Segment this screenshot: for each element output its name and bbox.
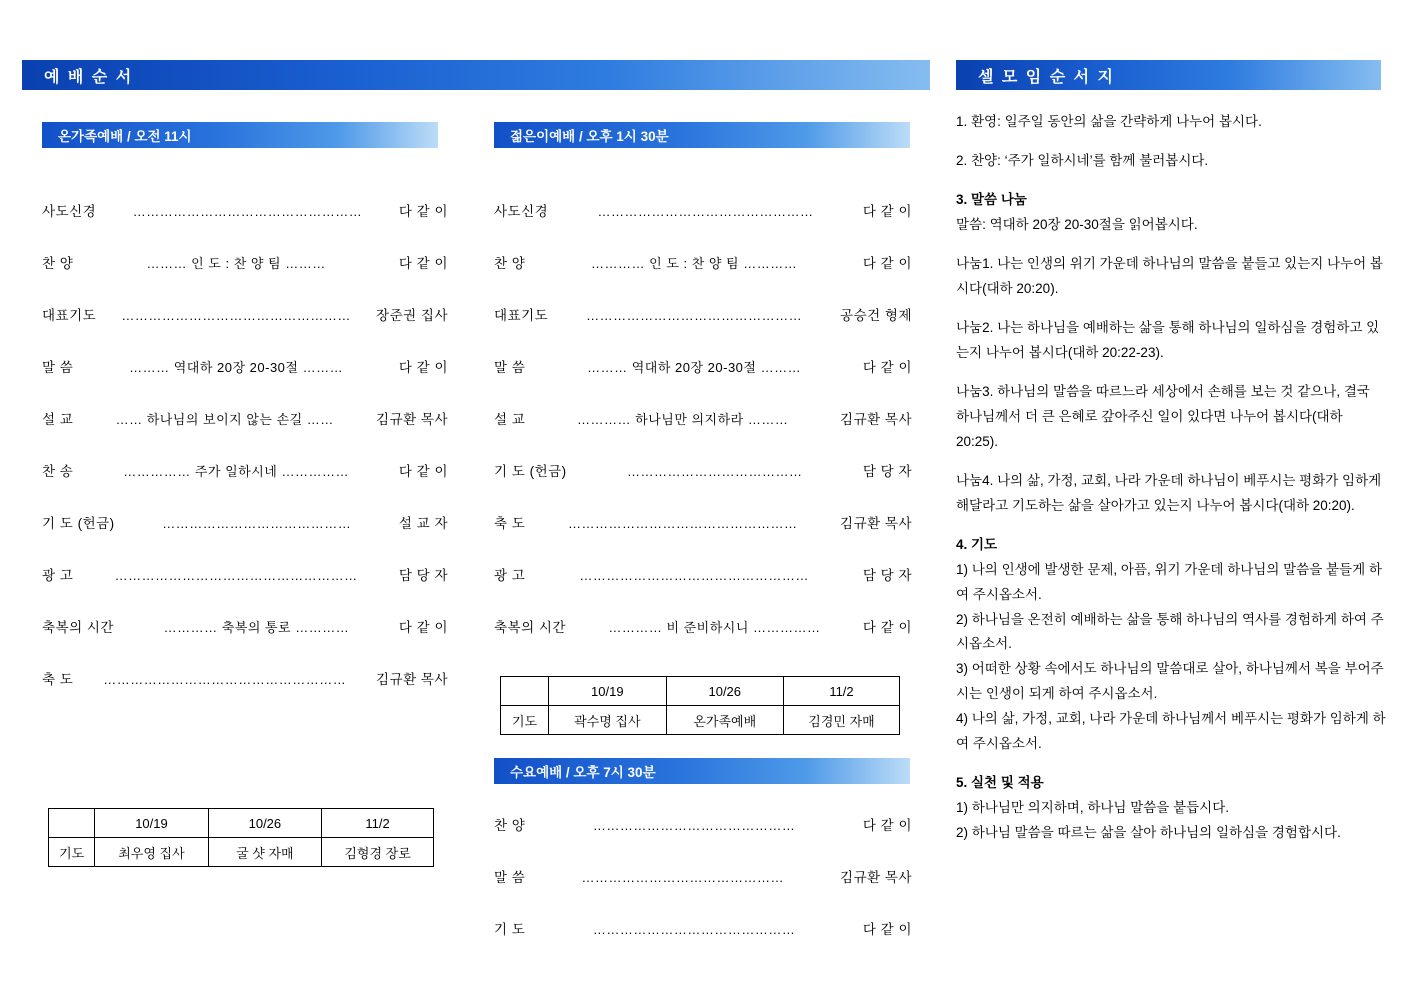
order-row-dots: ………… 인 도 : 찬 양 팀 ………… (591, 256, 798, 271)
table-cell (501, 677, 549, 706)
cell-item-word-scripture: 말씀: 역대하 20장 20-30절을 읽어봅시다. (956, 216, 1198, 232)
order-row-label: 광 고 (494, 568, 526, 583)
order-row-dots: ………… 하나님만 의지하라 ……… (577, 412, 789, 427)
order-row (494, 918, 912, 938)
cell-item-practice-heading-label: 5. 실천 및 적용 (956, 775, 1044, 791)
order-row-label: 찬 양 (494, 256, 526, 271)
order-row-dots: ……………………………………………… (114, 568, 358, 583)
table-cell: 10/26 (666, 677, 783, 706)
order-row-person: 다 같 이 (862, 922, 912, 937)
order-row (494, 252, 912, 272)
order-row-label: 사도신경 (42, 204, 97, 219)
order-row-person: 다 같 이 (862, 360, 912, 375)
table-cell: 온가족예배 (666, 706, 783, 735)
order-row-label: 축 도 (494, 516, 526, 531)
order-row-person: 다 같 이 (862, 620, 912, 635)
order-row-dots: ………………………………… (627, 464, 803, 479)
order-row-dots: ……………………………………………… (103, 672, 347, 687)
order-row-person: 다 같 이 (398, 360, 448, 375)
order-row (494, 814, 912, 834)
table-cell: 기도 (501, 706, 549, 735)
order-row-label: 축복의 시간 (494, 620, 566, 635)
order-row-person: 공승건 형제 (840, 308, 912, 323)
cell-meeting-banner (956, 60, 1381, 90)
worship-order-banner-label: 예 배 순 서 (44, 68, 134, 86)
order-row-dots: ……………………………………… (592, 922, 796, 937)
order-row-dots: ……… 역대하 20장 20-30절 ……… (587, 360, 802, 375)
table-row (501, 706, 900, 735)
table-cell: 기도 (49, 838, 95, 867)
order-row (494, 866, 912, 886)
order-row-label: 찬 양 (494, 818, 526, 833)
table-cell: 최우영 집사 (95, 838, 208, 867)
order-row-label: 찬 송 (42, 464, 74, 479)
order-row-label: 말 씀 (494, 870, 526, 885)
order-row-dots: ………… 비 준비하시니 …………… (608, 620, 821, 635)
table-row (49, 809, 434, 838)
table-cell: 11/2 (322, 809, 434, 838)
cell-item-share-1: 나눔1. 나는 인생의 위기 가운데 하나님의 말씀을 붙들고 있는지 나누어 봅시다(대하 20:20). (956, 255, 1383, 296)
order-row-label: 설 교 (494, 412, 526, 427)
order-row-label: 축복의 시간 (42, 620, 114, 635)
order-row (494, 356, 912, 376)
order-row (494, 304, 912, 324)
order-row (494, 616, 912, 636)
order-row-label: 찬 양 (42, 256, 74, 271)
order-row (494, 460, 912, 480)
order-row-dots: …………………………………………… (567, 516, 798, 531)
order-row-person: 다 같 이 (862, 818, 912, 833)
order-row-label: 사도신경 (494, 204, 549, 219)
order-row-person: 다 같 이 (398, 620, 448, 635)
order-row (42, 356, 448, 376)
order-row-dots: …………………………………… (162, 516, 352, 531)
order-row-person: 담 당 자 (398, 568, 448, 583)
table-cell: 10/26 (208, 809, 321, 838)
cell-item-prayer-4: 4) 나의 삶, 가정, 교회, 나라 가운데 하나님께서 베푸시는 평화가 임하게 하여 주시옵소서. (956, 711, 1386, 752)
cell-item-practice-1: 1) 하나님만 의지하며, 하나님 말씀을 붙듭시다. (956, 800, 1229, 816)
wednesday-worship-order-list (494, 814, 912, 938)
table-cell: 11/2 (783, 677, 899, 706)
order-row-dots: ………… 축복의 통로 ………… (163, 620, 350, 635)
order-row-person: 김규환 목사 (840, 516, 912, 531)
table-cell: 굴 샷 자매 (208, 838, 321, 867)
order-row-dots: …………………………………………… (121, 308, 351, 323)
order-row-person: 김규환 목사 (840, 412, 912, 427)
order-row (494, 512, 912, 532)
section-header-family-worship (42, 122, 438, 148)
cell-item-word-heading (956, 188, 1386, 213)
table-row (501, 677, 900, 706)
worship-order-banner (22, 60, 930, 90)
cell-item-practice-heading (956, 771, 1386, 796)
order-row (42, 616, 448, 636)
order-row (42, 304, 448, 324)
youth-worship-schedule-table (500, 676, 900, 735)
order-row-label: 설 교 (42, 412, 74, 427)
order-row-label: 말 씀 (42, 360, 74, 375)
table-cell (49, 809, 95, 838)
cell-item-prayer-2: 2) 하나님을 온전히 예배하는 삶을 통해 하나님의 역사를 경험하게 하여 주시옵소서. (956, 611, 1384, 652)
family-worship-order-list (42, 200, 448, 688)
order-row-dots: ……… 역대하 20장 20-30절 ……… (129, 360, 344, 375)
order-row-person: 다 같 이 (862, 204, 912, 219)
order-row (42, 252, 448, 272)
order-row-dots: ………………………………………… (597, 204, 814, 219)
cell-item-share-2: 나눔2. 나는 하나님을 예배하는 삶을 통해 하나님의 일하심을 경험하고 있는지 나누어 봅시다(대하 20:22-23). (956, 319, 1380, 360)
order-row-person: 설 교 자 (398, 516, 448, 531)
cell-item-share-3: 나눔3. 하나님의 말씀을 따르느라 세상에서 손해를 보는 것 같으나, 결국 하나님께서 더 큰 은혜로 갚아주신 일이 있다면 나누어 봅시다(대하 20:25). (956, 383, 1370, 449)
order-row-label: 기 도 (헌금) (494, 464, 567, 479)
order-row (42, 564, 448, 584)
order-row-person: 다 같 이 (398, 204, 448, 219)
table-cell: 김경민 자매 (783, 706, 899, 735)
youth-worship-order-list (494, 200, 912, 636)
cell-meeting-banner-label: 셀 모 임 순 서 지 (978, 68, 1115, 86)
order-row-person: 다 같 이 (398, 256, 448, 271)
table-row (49, 838, 434, 867)
order-row (42, 460, 448, 480)
table-cell: 10/19 (549, 677, 666, 706)
order-row-dots: ……………………………………… (592, 818, 796, 833)
order-row-person: 김규환 목사 (376, 672, 448, 687)
order-row-person: 장준권 집사 (376, 308, 448, 323)
table-cell: 곽수명 집사 (549, 706, 666, 735)
section-header-family-worship-label: 온가족예배 / 오전 11시 (58, 129, 192, 144)
order-row-label: 대표기도 (494, 308, 549, 323)
order-row-person: 담 당 자 (862, 464, 912, 479)
order-row (494, 200, 912, 220)
order-row-label: 말 씀 (494, 360, 526, 375)
cell-item-prayer-1: 1) 나의 인생에 발생한 문제, 아픔, 위기 가운데 하나님의 말씀을 붙들게 하여 주시옵소서. (956, 561, 1382, 602)
section-header-youth-worship-label: 젊은이예배 / 오후 1시 30분 (510, 129, 669, 144)
order-row-dots: …………………………………………… (132, 204, 363, 219)
order-row-label: 축 도 (42, 672, 74, 687)
cell-item-prayer-3: 3) 어떠한 상황 속에서도 하나님의 말씀대로 살아, 하나님께서 복을 부어주시는 인생이 되게 하여 주시옵소서. (956, 661, 1384, 702)
cell-item-welcome: 1. 환영: 일주일 동안의 삶을 간략하게 나누어 봅시다. (956, 114, 1262, 129)
cell-item-practice-2: 2) 하나님 말씀을 따르는 삶을 살아 하나님의 일하심을 경험합시다. (956, 825, 1341, 841)
order-row-label: 기 도 (494, 922, 526, 937)
order-row (494, 408, 912, 428)
order-row-person: 담 당 자 (862, 568, 912, 583)
order-row-dots: …………………………………………… (579, 568, 809, 583)
family-worship-schedule-table (48, 808, 434, 867)
section-header-youth-worship (494, 122, 910, 148)
cell-item-prayer-heading-label: 4. 기도 (956, 536, 998, 552)
order-row-label: 광 고 (42, 568, 74, 583)
section-header-wednesday-worship-label: 수요예배 / 오후 7시 30분 (510, 765, 656, 780)
order-row (42, 408, 448, 428)
table-cell: 10/19 (95, 809, 208, 838)
order-row-dots: ……………………………………… (581, 870, 784, 885)
table-cell: 김형경 장로 (322, 838, 434, 867)
order-row-label: 대표기도 (42, 308, 97, 323)
cell-meeting-body (956, 110, 1386, 860)
cell-item-word-heading-label: 3. 말씀 나눔 (956, 191, 1027, 207)
order-row (494, 564, 912, 584)
order-row-dots: ……… 인 도 : 찬 양 팀 ……… (146, 256, 326, 271)
order-row-person: 김규환 목사 (840, 870, 912, 885)
order-row (42, 668, 448, 688)
order-row-dots: …………… 주가 일하시네 …………… (123, 464, 349, 479)
cell-item-prayer-heading (956, 533, 1386, 558)
order-row (42, 200, 448, 220)
cell-item-praise: 2. 찬양: ‘주가 일하시네’를 함께 불러봅시다. (956, 152, 1209, 168)
order-row-person: 김규환 목사 (376, 412, 448, 427)
order-row-dots: ………………………………………… (586, 308, 803, 323)
order-row-person: 다 같 이 (398, 464, 448, 479)
order-row-person: 다 같 이 (862, 256, 912, 271)
order-row (42, 512, 448, 532)
order-row-dots: …… 하나님의 보이지 않는 손길 …… (115, 412, 334, 427)
section-header-wednesday-worship (494, 758, 910, 784)
order-row-label: 기 도 (헌금) (42, 516, 115, 531)
cell-item-share-4: 나눔4. 나의 삶, 가정, 교회, 나라 가운데 하나님이 베푸시는 평화가 임하게 해달라고 기도하는 삶을 살아가고 있는지 나누어 봅시다(대하 20:20). (956, 472, 1382, 513)
